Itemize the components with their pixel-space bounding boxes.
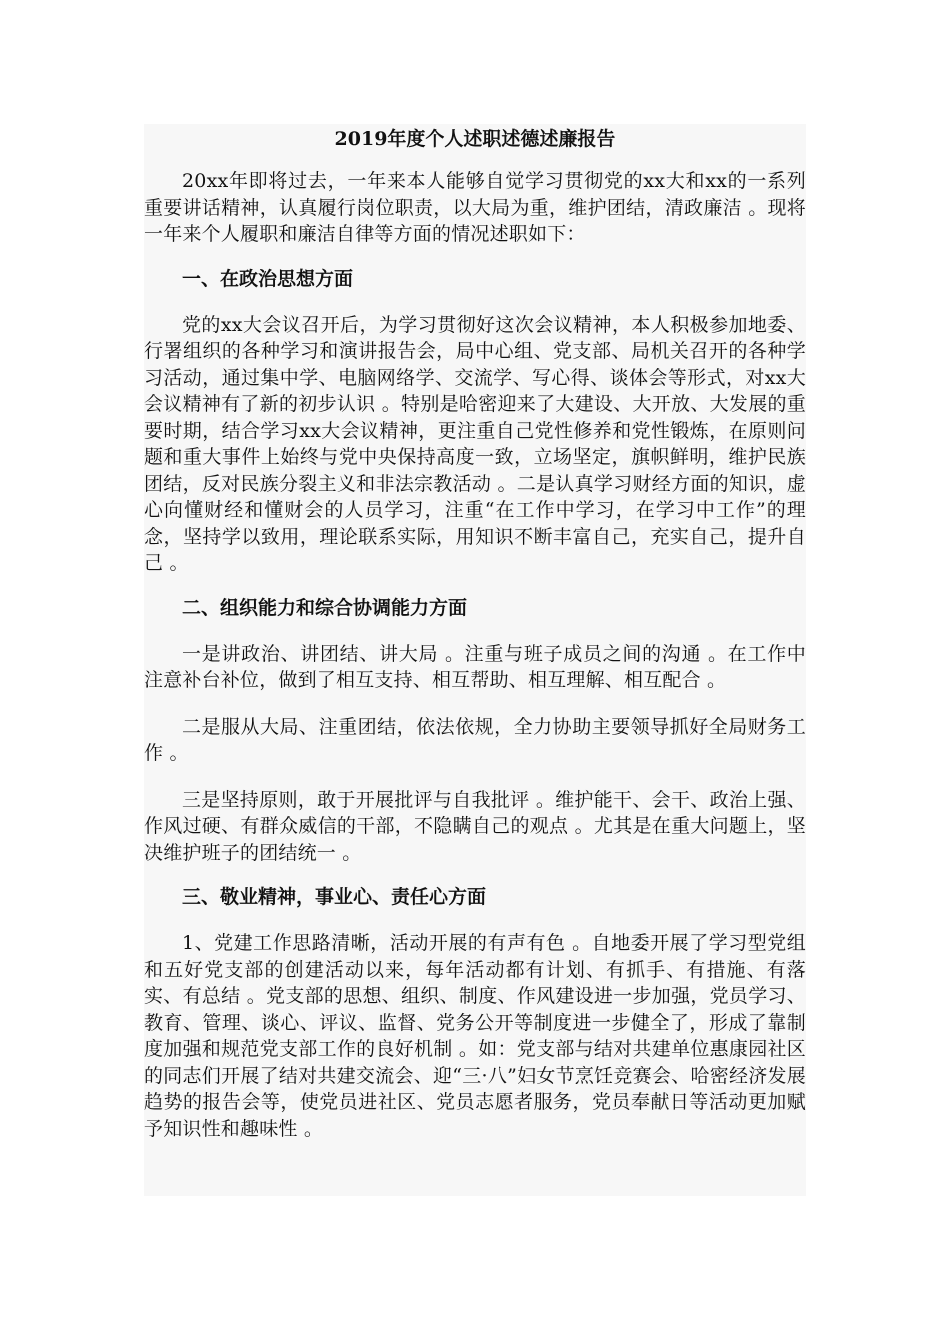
- section-2-paragraph-1: 一是讲政治、讲团结、讲大局 。注重与班子成员之间的沟通 。在工作中注意补台补位，做到了相互支持、相互帮助、相互理解、相互配合 。: [144, 642, 806, 691]
- section-2-paragraph-3: 三是坚持原则，敢于开展批评与自我批评 。维护能干、会干、政治上强、作风过硬、有群众威信的干部，不隐瞒自己的观点 。尤其是在重大问题上，坚决维护班子的团结统一 。: [144, 788, 806, 864]
- section-1-paragraph-1: 党的xx大会议召开后，为学习贯彻好这次会议精神，本人积极参加地委、行署组织的各种学习和演讲报告会，局中心组、党支部、局机关召开的各种学习活动，通过集中学、电脑网络学、交流学、写心得、谈体会等形式，对xx大会议精神有了新的初步认识 。特别是哈密迎来了大建设、大开放、大发展的重要时期，结合学习xx大会议精神，更注重自己党性修养和党性锻炼，在原则问题和重大事件上始终与党中央保持高度一致，立场坚定，旗帜鲜明，维护民族团结，反对民族分裂主义和非法宗教活动 。二是认真学习财经方面的知识，虚心向懂财经和懂财会的人员学习，注重“在工作中学习，在学习中工作”的理念，坚持学以致用，理论联系实际，用知识不断丰富自己，充实自己，提升自己 。: [144, 313, 806, 574]
- section-heading-3: 三、敬业精神，事业心、责任心方面: [182, 886, 487, 908]
- intro-paragraph: 20xx年即将过去，一年来本人能够自觉学习贯彻党的xx大和xx的一系列重要讲话精神，认真履行岗位职责，以大局为重，维护团结，清政廉洁 。现将一年来个人履职和廉洁自律等方面的情况述职如下：: [144, 170, 806, 245]
- section-heading-1: 一、在政治思想方面: [182, 267, 354, 290]
- document-title: 2019年度个人述职述德述廉报告: [334, 128, 616, 150]
- section-heading-2: 二、组织能力和综合协调能力方面: [182, 596, 468, 619]
- section-3-paragraph-1: 1、党建工作思路清晰，活动开展的有声有色 。自地委开展了学习型党组和五好党支部的创建活动以来，每年活动都有计划、有抓手、有措施、有落实、有总结 。党支部的思想、组织、制度、作风建设进一步加强，党员学习、教育、管理、谈心、评议、监督、党务公开等制度进一步健全了，形成了靠制度加强和规范党支部工作的良好机制 。如：党支部与结对共建单位惠康园社区的同志们开展了结对共建交流会、迎“三·八”妇女节烹饪竞赛会、哈密经济发展趋势的报告会等，使党员进社区、党员志愿者服务，党员奉献日等活动更加赋予知识性和趣味性 。: [144, 932, 806, 1140]
- document-page: [144, 124, 806, 1196]
- section-2-paragraph-2: 二是服从大局、注重团结，依法依规，全力协助主要领导抓好全局财务工作 。: [144, 715, 806, 764]
